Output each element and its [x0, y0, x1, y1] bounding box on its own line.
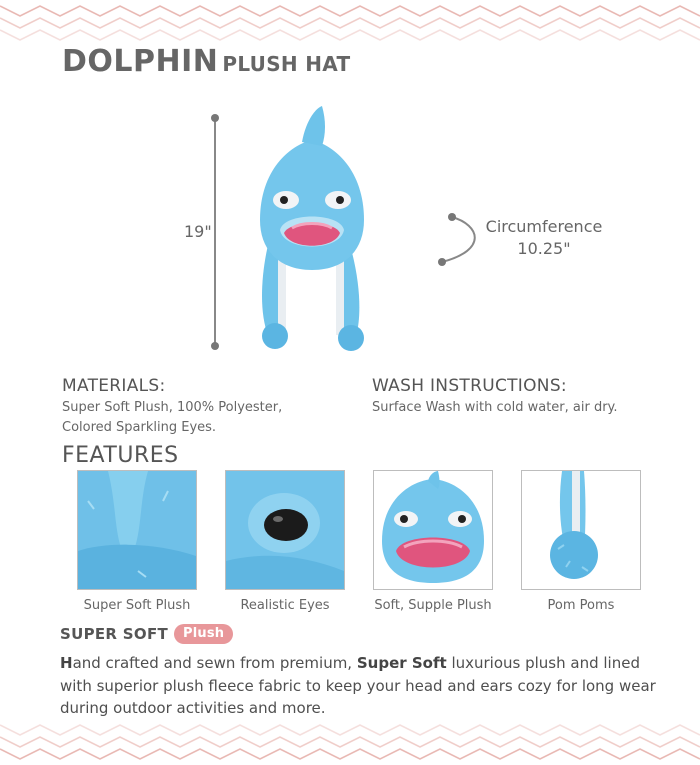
super-soft-description	[60, 652, 660, 720]
height-label: 19"	[184, 222, 212, 241]
description-bold: Super Soft	[356, 654, 447, 672]
height-dimension-line	[211, 114, 219, 350]
feature-image	[521, 470, 641, 590]
feature-super-soft	[77, 470, 197, 613]
bottom-zigzag-border	[0, 717, 700, 765]
description-drop-letter: H	[60, 654, 73, 672]
circumference-curve	[438, 213, 475, 266]
title-main: DOLPHIN	[62, 44, 219, 79]
super-soft-heading	[60, 624, 233, 644]
features-heading: FEATURES	[62, 443, 179, 468]
wash-heading: WASH INSTRUCTIONS:	[372, 376, 567, 396]
feature-realistic-eyes	[225, 470, 345, 613]
feature-image	[77, 470, 197, 590]
page-title	[62, 44, 350, 79]
circumference-label	[474, 216, 614, 259]
title-sub: PLUSH HAT	[222, 52, 351, 76]
feature-caption: Super Soft Plush	[83, 598, 191, 613]
feature-image	[373, 470, 493, 590]
description-part-2: luxurious plush and lined with superior plush fleece fabric to keep your head and ears cozy for long wear during outdoor activities and more.	[60, 654, 656, 717]
wash-text: Surface Wash with cold water, air dry.	[372, 400, 618, 415]
materials-line-1: Super Soft Plush, 100% Polyester,	[62, 400, 283, 415]
materials-heading: MATERIALS:	[62, 376, 166, 396]
feature-caption: Realistic Eyes	[240, 598, 330, 613]
feature-image	[225, 470, 345, 590]
top-zigzag-border	[0, 0, 700, 48]
plush-badge: Plush	[174, 624, 233, 644]
circumference-value: 10.25"	[517, 238, 571, 258]
super-soft-title: SUPER SOFT	[60, 625, 169, 643]
materials-text	[62, 398, 342, 438]
feature-caption: Soft, Supple Plush	[374, 598, 492, 613]
circumference-title: Circumference	[485, 217, 603, 236]
feature-caption: Pom Poms	[547, 598, 615, 613]
description-part-1: and crafted and sewn from premium,	[72, 654, 357, 672]
materials-line-2: Colored Sparkling Eyes.	[62, 420, 217, 436]
feature-pom-poms	[521, 470, 641, 613]
feature-supple-plush	[373, 470, 493, 613]
